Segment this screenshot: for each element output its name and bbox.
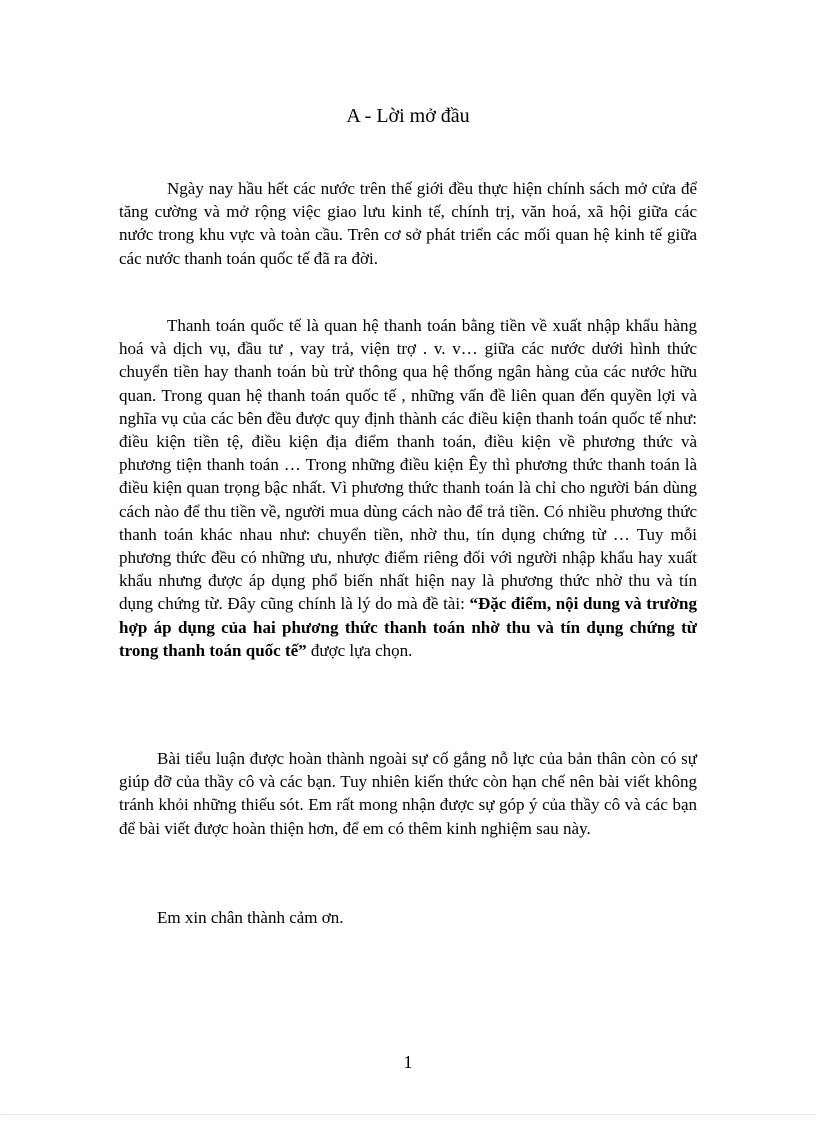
intro-paragraph: Ngày nay hầu hết các nước trên thế giới đều thực hiện chính sách mở cửa để tăng cường và mở rộng việc giao lưu kinh tế, chính trị, văn hoá, xã hội giữa các nước trong khu vực và toàn cầu. Trên cơ sở phát triển các mối quan hệ kinh tế giữa các nước thanh toán quốc tế đã ra đời. — [119, 179, 697, 268]
thanks-line: Em xin chân thành cảm ơn. — [157, 908, 344, 927]
main-paragraph — [119, 314, 697, 662]
page-bottom-divider — [0, 1114, 816, 1115]
page-title: A - Lời mở đầu — [346, 105, 470, 127]
page-number: 1 — [403, 1052, 413, 1072]
main-paragraph-ending: được lựa chọn. — [306, 640, 413, 660]
main-paragraph-text: Thanh toán quốc tế là quan hệ thanh toán bằng tiền về xuất nhập khẩu hàng hoá và dịch vụ, đầu tư , vay trả, viện trợ . v. v… giữa các nước dưới hình thức chuyển tiền hay thanh toán bù trừ thông qua hệ thống ngân hàng của các nước hữu quan. Trong quan hệ thanh toán quốc tế , những vấn đề liên quan đến quyền lợi và nghĩa vụ của các bên đều được quy định thành các điều kiện thanh toán quốc tế như: điều kiện tiền tệ, điều kiện địa điểm thanh toán, điều kiện về phương thức và phương tiện thanh toán … Trong những điều kiện Êy thì phương thức thanh toán là điều kiện quan trọng bậc nhất. Vì phương thức thanh toán là chỉ cho người bán dùng cách nào để thu tiền về, người mua dùng cách nào để trả tiền. Có nhiều phương thức thanh toán khác nhau như: chuyển tiền, nhờ thu, tín dụng chứng từ … Tuy mỗi phương thức đều có những ưu, nhược điểm riêng đối với người nhập khẩu hay xuất khẩu nhưng được áp dụng phổ biến nhất hiện nay là phương thức nhờ thu và tín dụng chứng từ. Đây cũng chính là lý do mà đề tài: — [119, 316, 697, 614]
topic-title: “Đặc điểm, nội dung và trường hợp áp dụng của hai phương thức thanh toán nhờ thu và tín dụng chứng từ trong thanh toán quốc tế” — [119, 594, 697, 660]
acknowledgement-paragraph: Bài tiểu luận được hoàn thành ngoài sự cố gắng nỗ lực của bản thân còn có sự giúp đỡ của thầy cô và các bạn. Tuy nhiên kiến thức còn hạn chế nên bài viết không tránh khỏi những thiếu sót. Em rất mong nhận được sự góp ý của thầy cô và các bạn để bài viết được hoàn thiện hơn, để em có thêm kinh nghiệm sau này. — [119, 749, 697, 838]
